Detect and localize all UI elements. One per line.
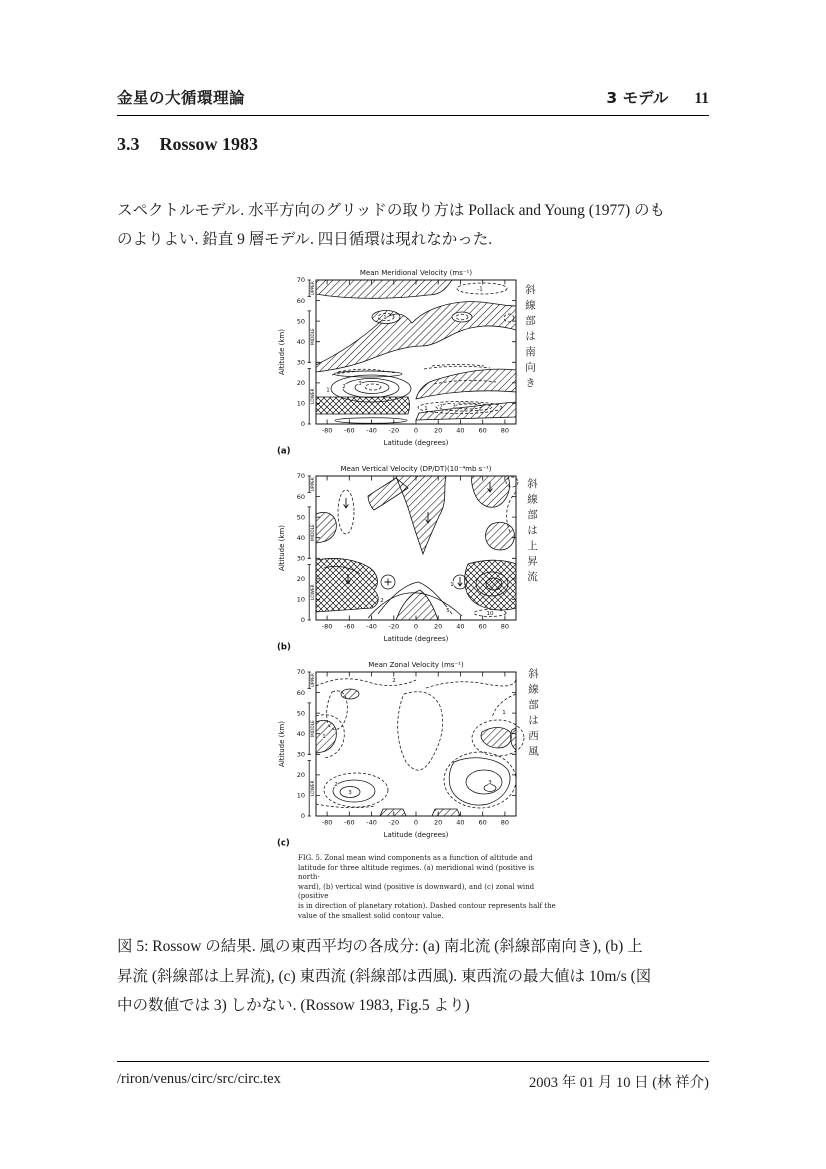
contour-label: 1 <box>326 387 330 394</box>
contour-label: 3 <box>348 790 352 796</box>
x-tick: 60 <box>478 622 487 631</box>
x-tick: -60 <box>343 622 355 631</box>
y-tick: 10 <box>296 791 305 800</box>
contour-label: 3 <box>358 381 362 387</box>
regime-brackets <box>308 280 316 424</box>
body-paragraph <box>117 196 717 254</box>
contour-label: 1 <box>450 582 454 588</box>
x-tick: 40 <box>456 622 465 631</box>
contour-label: 2 <box>380 598 384 604</box>
regime-label: UPPER <box>310 281 316 296</box>
y-tick-labels <box>297 472 305 624</box>
y-tick: 60 <box>296 492 305 501</box>
page-number: 11 <box>694 90 709 107</box>
y-tick: 0 <box>300 812 305 821</box>
x-tick: -40 <box>366 622 377 631</box>
y-tick: 60 <box>296 296 305 305</box>
caption-line: 図 5: Rossow の結果. 風の東西平均の各成分: (a) 南北流 (斜線部南向き), (b) 上 <box>117 938 643 955</box>
y-tick: 0 <box>300 616 305 625</box>
y-tick: 20 <box>296 771 305 780</box>
panel-b <box>276 462 566 652</box>
hatched-regions <box>316 476 516 620</box>
regime-brackets <box>308 476 316 620</box>
regime-label: UPPER <box>310 673 316 688</box>
y-tick: 30 <box>296 358 305 367</box>
x-tick: 0 <box>413 818 419 827</box>
x-tick: -20 <box>388 426 400 435</box>
y-axis-label: Altitude (km) <box>278 721 286 767</box>
x-tick: 60 <box>478 426 487 435</box>
contour-label: 1 <box>424 406 428 412</box>
footer-date: 2003 年 01 月 10 日 (林 祥介) <box>528 1075 709 1091</box>
x-tick: 20 <box>434 622 443 631</box>
caption-line: FIG. 5. Zonal mean wind components as a function of altitude and <box>298 854 533 862</box>
regime-brackets <box>308 672 316 816</box>
regime-label: LOWER <box>310 388 316 404</box>
x-tick: 80 <box>500 426 510 435</box>
body-line: のよりよい. 鉛直 9 層モデル. 四日循環は現れなかった. <box>117 231 493 248</box>
y-tick: 70 <box>296 472 305 481</box>
y-tick: 20 <box>296 379 305 388</box>
header-right <box>606 86 709 108</box>
x-tick: 60 <box>478 818 487 827</box>
caption-line: ward), (b) vertical wind (positive is downward), and (c) zonal wind (positive <box>298 882 535 901</box>
y-tick: 20 <box>296 575 305 584</box>
y-tick: 60 <box>296 688 305 697</box>
regime-label: MIDDLE <box>310 328 316 345</box>
contour-label: 5 <box>446 608 450 614</box>
regime-label: LOWER <box>310 780 316 796</box>
x-tick: -40 <box>366 426 377 435</box>
panel-letter: (a) <box>277 446 291 456</box>
x-tick: -80 <box>321 818 333 827</box>
y-axis-label: Altitude (km) <box>278 329 286 375</box>
section-number: 3.3 <box>117 134 140 154</box>
contour-label: 1 <box>502 710 506 716</box>
y-tick: 30 <box>296 750 305 759</box>
y-tick: 50 <box>296 317 305 326</box>
x-tick: -40 <box>366 818 377 827</box>
regime-label: UPPER <box>310 477 316 492</box>
y-tick: 50 <box>296 513 305 522</box>
contour-label: 2 <box>334 782 338 788</box>
caption-line: value of the smallest solid contour value. <box>298 911 444 920</box>
header-section-ref: 3 モデル <box>606 89 669 107</box>
x-tick: -20 <box>388 622 400 631</box>
section-heading <box>117 134 258 155</box>
contour-plot-vertical <box>276 462 566 652</box>
x-tick: 0 <box>413 622 419 631</box>
caption-line: 昇流 (斜線部は上昇流), (c) 東西流 (斜線部は西風). 東西流の最大値は 10m/s (図 <box>117 967 652 985</box>
x-tick-labels <box>322 427 509 435</box>
y-tick: 40 <box>296 533 305 542</box>
x-tick: 20 <box>434 818 443 827</box>
panel-letter: (c) <box>277 838 290 848</box>
x-tick: -20 <box>388 818 400 827</box>
contour-label: 10 <box>486 611 494 617</box>
running-title: 金星の大循環理論 <box>117 89 246 107</box>
embedded-figure-caption <box>298 854 556 921</box>
y-tick-labels <box>297 276 305 428</box>
x-tick: 40 <box>456 818 465 827</box>
contour-label: 3 <box>452 403 456 410</box>
y-tick: 30 <box>296 554 305 563</box>
x-tick-labels <box>322 819 509 827</box>
page-footer <box>117 1061 709 1092</box>
x-tick: 80 <box>500 622 510 631</box>
x-tick-labels <box>322 623 509 631</box>
x-tick: 0 <box>413 426 419 435</box>
x-tick: -60 <box>343 426 355 435</box>
contour-label: 2 <box>392 678 396 684</box>
y-tick: 0 <box>300 420 305 429</box>
y-axis-label: Altitude (km) <box>278 525 286 571</box>
contour-label: 3 <box>488 780 492 786</box>
y-tick: 40 <box>296 729 305 738</box>
side-note-a: 斜線部は南向き <box>524 284 536 393</box>
y-tick: 10 <box>296 595 305 604</box>
caption-line: latitude for three altitude regimes. (a) meridional wind (positive is north- <box>298 863 535 882</box>
y-tick: 70 <box>296 276 305 285</box>
panel-letter: (b) <box>277 642 291 652</box>
x-tick: 40 <box>456 426 465 435</box>
figure-caption <box>117 932 721 1021</box>
x-axis-label: Latitude (degrees) <box>383 635 449 643</box>
caption-line: 中の数値では 3) しかない. (Rossow 1983, Fig.5 より) <box>117 997 470 1014</box>
contour-label: -1 <box>477 286 483 293</box>
x-tick: 20 <box>434 426 443 435</box>
plot-title: Mean Vertical Velocity (DP/DT)(10⁻⁴mb s⁻¹) <box>340 465 492 473</box>
y-tick: 70 <box>296 668 305 677</box>
panel-c <box>276 658 566 848</box>
contour-label: 2 <box>439 404 443 411</box>
figure-scan <box>276 266 576 918</box>
side-note-b: 斜線部は上昇流 <box>526 478 538 587</box>
x-axis-label: Latitude (degrees) <box>383 439 449 447</box>
footer-file-path: /riron/venus/circ/src/circ.tex <box>117 1071 281 1087</box>
x-tick: -60 <box>343 818 355 827</box>
caption-line: is in direction of planetary rotation). Dashed contour represents half the <box>298 901 556 910</box>
contour-plot-zonal <box>276 658 566 848</box>
side-note-c: 斜線部は西風 <box>527 668 539 761</box>
y-tick: 50 <box>296 709 305 718</box>
page-header <box>117 86 709 116</box>
y-tick: 10 <box>296 399 305 408</box>
y-tick: 40 <box>296 337 305 346</box>
x-tick: 80 <box>500 818 510 827</box>
x-axis-label: Latitude (degrees) <box>383 831 449 839</box>
plot-title: Mean Zonal Velocity (ms⁻¹) <box>368 661 464 669</box>
contour-label: 1 <box>383 315 387 321</box>
contour-label: 2 <box>342 384 346 390</box>
regime-label: MIDDLE <box>310 524 316 541</box>
regime-label: LOWER <box>310 584 316 600</box>
body-line: スペクトルモデル. 水平方向のグリッドの取り方は Pollack and Young (1977) のも <box>117 202 665 219</box>
regime-label: MIDDLE <box>310 720 316 737</box>
y-tick-labels <box>297 668 305 820</box>
plot-title: Mean Meridional Velocity (ms⁻¹) <box>359 269 473 277</box>
x-tick: -80 <box>321 622 333 631</box>
section-title: Rossow 1983 <box>159 134 259 154</box>
contour-label: 1 <box>322 734 326 740</box>
x-tick: -80 <box>321 426 333 435</box>
